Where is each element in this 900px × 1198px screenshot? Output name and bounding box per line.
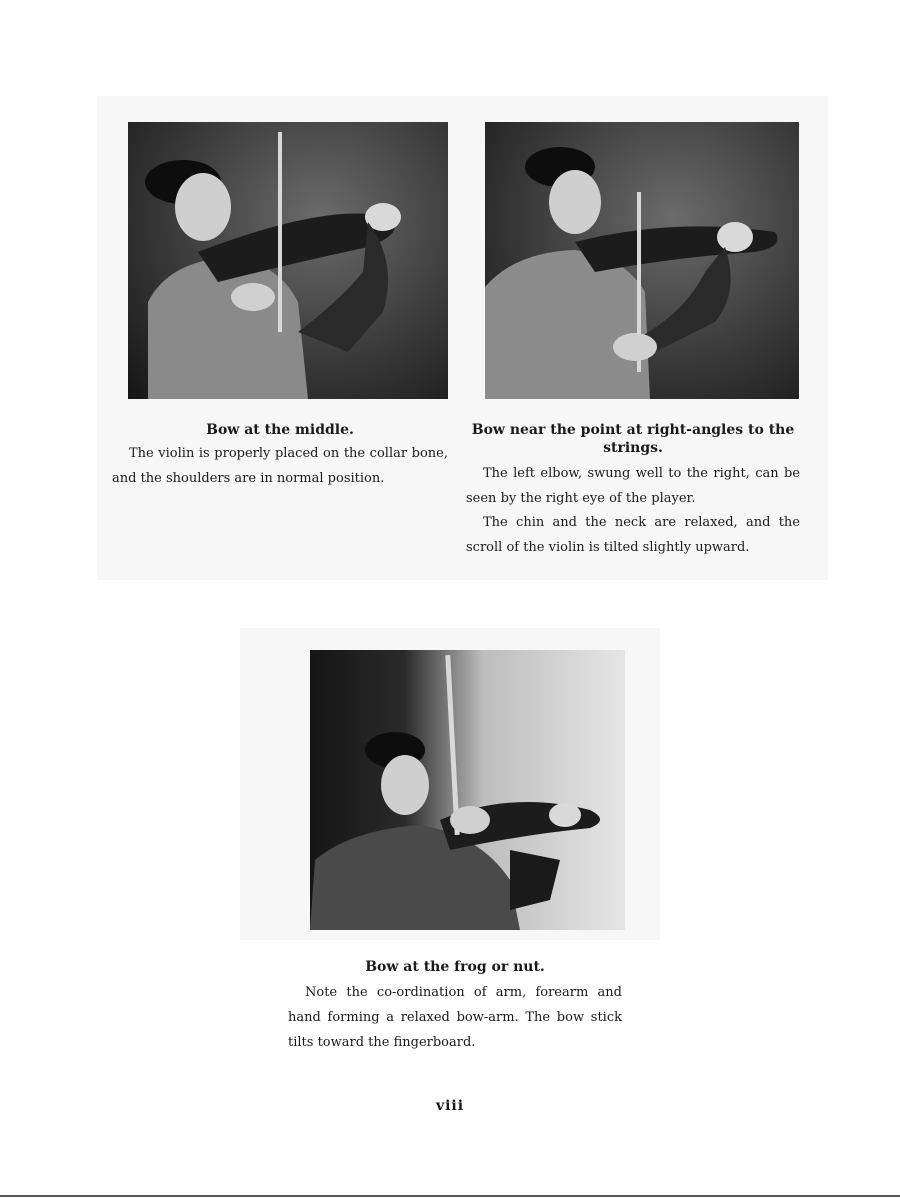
page-bottom-border: [0, 1195, 900, 1197]
figure-1-paragraph: The violin is properly placed on the collar bone, and the shoulders are in normal position.: [112, 446, 448, 486]
figure-2-paragraph-2: The chin and the neck are relaxed, and the scroll of the violin is tilted slightly upward.: [466, 515, 800, 555]
figure-3-photo: [310, 650, 625, 930]
figure-2-photo: [485, 122, 799, 399]
figure-1-photo: [128, 122, 448, 399]
page-number: viii: [435, 1098, 465, 1114]
figure-2-title: Bow near the point at right-angles to the strings.: [471, 422, 795, 456]
violinist-photo-icon: [128, 122, 448, 399]
figure-1-title: Bow at the middle.: [206, 422, 354, 438]
figure-3-paragraph: Note the co-ordination of arm, forearm and hand forming a relaxed bow-arm. The bow stick tilts toward the fingerboard.: [288, 985, 622, 1050]
violinist-photo-icon: [310, 650, 625, 930]
figure-2-paragraph-1: The left elbow, swung well to the right, can be seen by the right eye of the player.: [466, 466, 800, 506]
figure-3-title: Bow at the frog or nut.: [365, 959, 545, 975]
violinist-photo-icon: [485, 122, 799, 399]
